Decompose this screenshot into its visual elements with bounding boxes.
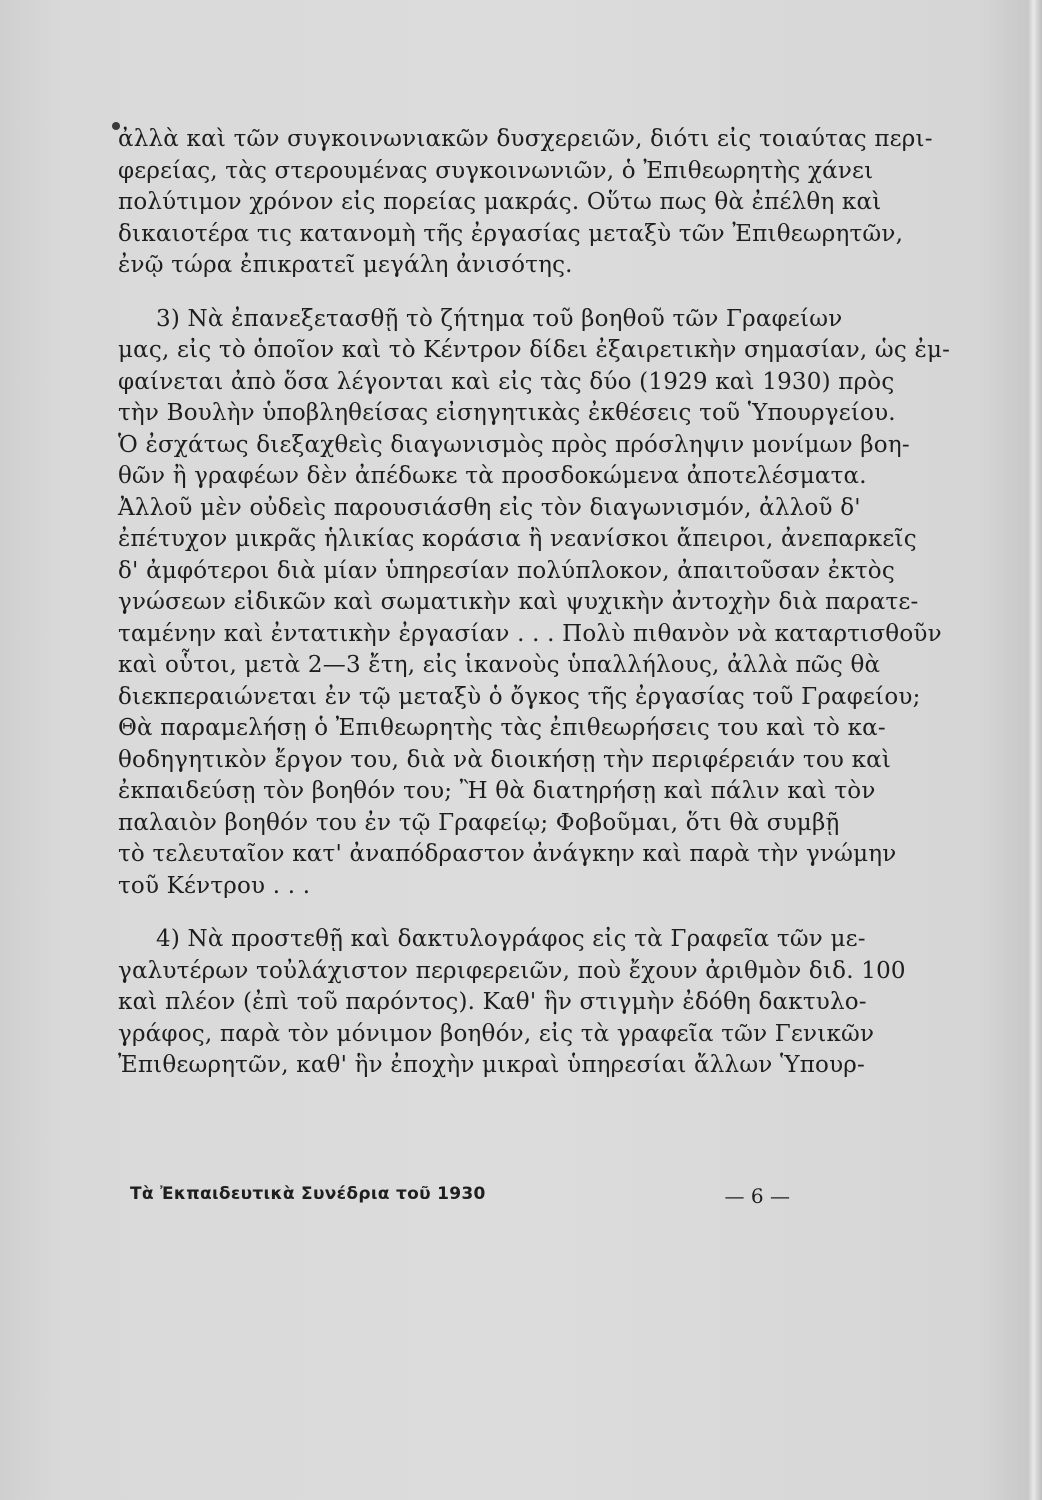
page-edge bbox=[1028, 0, 1042, 1500]
text-line: τὸ τελευταῖον κατ' ἀναπόδραστον ἀνάγκην καὶ παρὰ τὴν γνώμην bbox=[118, 841, 897, 867]
paragraph-2 bbox=[118, 304, 951, 903]
text-line: δικαιοτέρα τις κατανομὴ τῆς ἐργασίας μεταξὺ τῶν Ἐπιθεωρητῶν, bbox=[118, 220, 904, 247]
text-line: Θὰ παραμελήσῃ ὁ Ἐπιθεωρητὴς τὰς ἐπιθεωρήσεις του καὶ τὸ κα- bbox=[118, 715, 886, 741]
text-line: διεκπεραιώνεται ἐν τῷ μεταξὺ ὁ ὄγκος τῆς ἐργασίας τοῦ Γραφείου; bbox=[118, 683, 921, 710]
text-line: καὶ οὗτοι, μετὰ 2—3 ἔτη, εἰς ἱκανοὺς ὑπαλλήλους, ἀλλὰ πῶς θὰ bbox=[118, 652, 881, 678]
text-line: Ὁ ἐσχάτως διεξαχθεὶς διαγωνισμὸς πρὸς πρόσληψιν μονίμων βοη- bbox=[118, 431, 910, 458]
text-line: ἐπέτυχον μικρᾶς ἡλικίας κοράσια ἢ νεανίσκοι ἄπειροι, ἀνεπαρκεῖς bbox=[118, 526, 917, 552]
footer-title: Τὰ Ἐκπαιδευτικὰ Συνέδρια τοῦ 1930 bbox=[130, 1184, 486, 1204]
page-number: — 6 — bbox=[724, 1184, 790, 1208]
text-line: ἐκπαιδεύσῃ τὸν βοηθόν του; Ἢ θὰ διατηρήσῃ καὶ πάλιν καὶ τὸν bbox=[118, 778, 876, 804]
text-line: Ἀλλοῦ μὲν οὐδεὶς παρουσιάσθη εἰς τὸν διαγωνισμόν, ἀλλοῦ δ' bbox=[118, 494, 861, 521]
text-line: πολύτιμον χρόνον εἰς πορείας μακράς. Οὕτω πως θὰ ἐπέλθη καὶ bbox=[118, 189, 882, 215]
text-line: φαίνεται ἀπὸ ὅσα λέγονται καὶ εἰς τὰς δύο (1929 καὶ 1930) πρὸς bbox=[118, 368, 895, 395]
text-line: ἀλλὰ καὶ τῶν συγκοινωνιακῶν δυσχερειῶν, διότι εἰς τοιαύτας περι- bbox=[118, 126, 933, 152]
text-line: μας, εἰς τὸ ὁποῖον καὶ τὸ Κέντρον δίδει ἐξαιρετικὴν σημασίαν, ὡς ἐμ- bbox=[118, 337, 951, 363]
paragraph-3 bbox=[118, 924, 906, 1082]
text-line: 4) Νὰ προστεθῇ καὶ δακτυλογράφος εἰς τὰ Γραφεῖα τῶν με- bbox=[156, 926, 866, 952]
text-line: θοδηγητικὸν ἔργον του, διὰ νὰ διοικήσῃ τὴν περιφέρειάν του καὶ bbox=[118, 746, 892, 773]
text-line: ἐνῷ τώρα ἐπικρατεῖ μεγάλη ἀνισότης. bbox=[118, 252, 573, 278]
text-line: τοῦ Κέντρου . . . bbox=[118, 872, 311, 899]
body-text bbox=[118, 124, 951, 1104]
text-line: θῶν ἢ γραφέων δὲν ἀπέδωκε τὰ προσδοκώμενα ἀποτελέσματα. bbox=[118, 463, 867, 489]
text-line: γράφος, παρὰ τὸν μόνιμον βοηθόν, εἰς τὰ γραφεῖα τῶν Γενικῶν bbox=[118, 1020, 875, 1047]
text-line: Ἐπιθεωρητῶν, καθ' ἣν ἐποχὴν μικραὶ ὑπηρεσίαι ἄλλων Ὑπουρ- bbox=[118, 1052, 865, 1078]
text-line: δ' ἀμφότεροι διὰ μίαν ὑπηρεσίαν πολύπλοκον, ἀπαιτοῦσαν ἐκτὸς bbox=[118, 557, 895, 584]
text-line: γνώσεων εἰδικῶν καὶ σωματικὴν καὶ ψυχικὴν ἀντοχὴν διὰ παρατε- bbox=[118, 589, 919, 615]
text-line: καὶ πλέον (ἐπὶ τοῦ παρόντος). Καθ' ἣν στιγμὴν ἐδόθη δακτυλο- bbox=[118, 989, 867, 1015]
text-line: τὴν Βουλὴν ὑποβληθείσας εἰσηγητικὰς ἐκθέσεις τοῦ Ὑπουργείου. bbox=[118, 400, 896, 426]
text-line: παλαιὸν βοηθόν του ἐν τῷ Γραφείῳ; Φοβοῦμαι, ὅτι θὰ συμβῇ bbox=[118, 809, 840, 836]
text-line: γαλυτέρων τοὐλάχιστον περιφερειῶν, ποὺ ἔχουν ἀριθμὸν διδ. 100 bbox=[118, 957, 906, 984]
text-line: 3) Νὰ ἐπανεξετασθῇ τὸ ζήτημα τοῦ βοηθοῦ τῶν Γραφείων bbox=[156, 305, 843, 332]
text-line: ταμένην καὶ ἐντατικὴν ἐργασίαν . . . Πολὺ πιθανὸν νὰ καταρτισθοῦν bbox=[118, 620, 942, 647]
text-line: φερείας, τὰς στερουμένας συγκοινωνιῶν, ὁ Ἐπιθεωρητὴς χάνει bbox=[118, 157, 874, 184]
paragraph-1 bbox=[118, 124, 933, 282]
